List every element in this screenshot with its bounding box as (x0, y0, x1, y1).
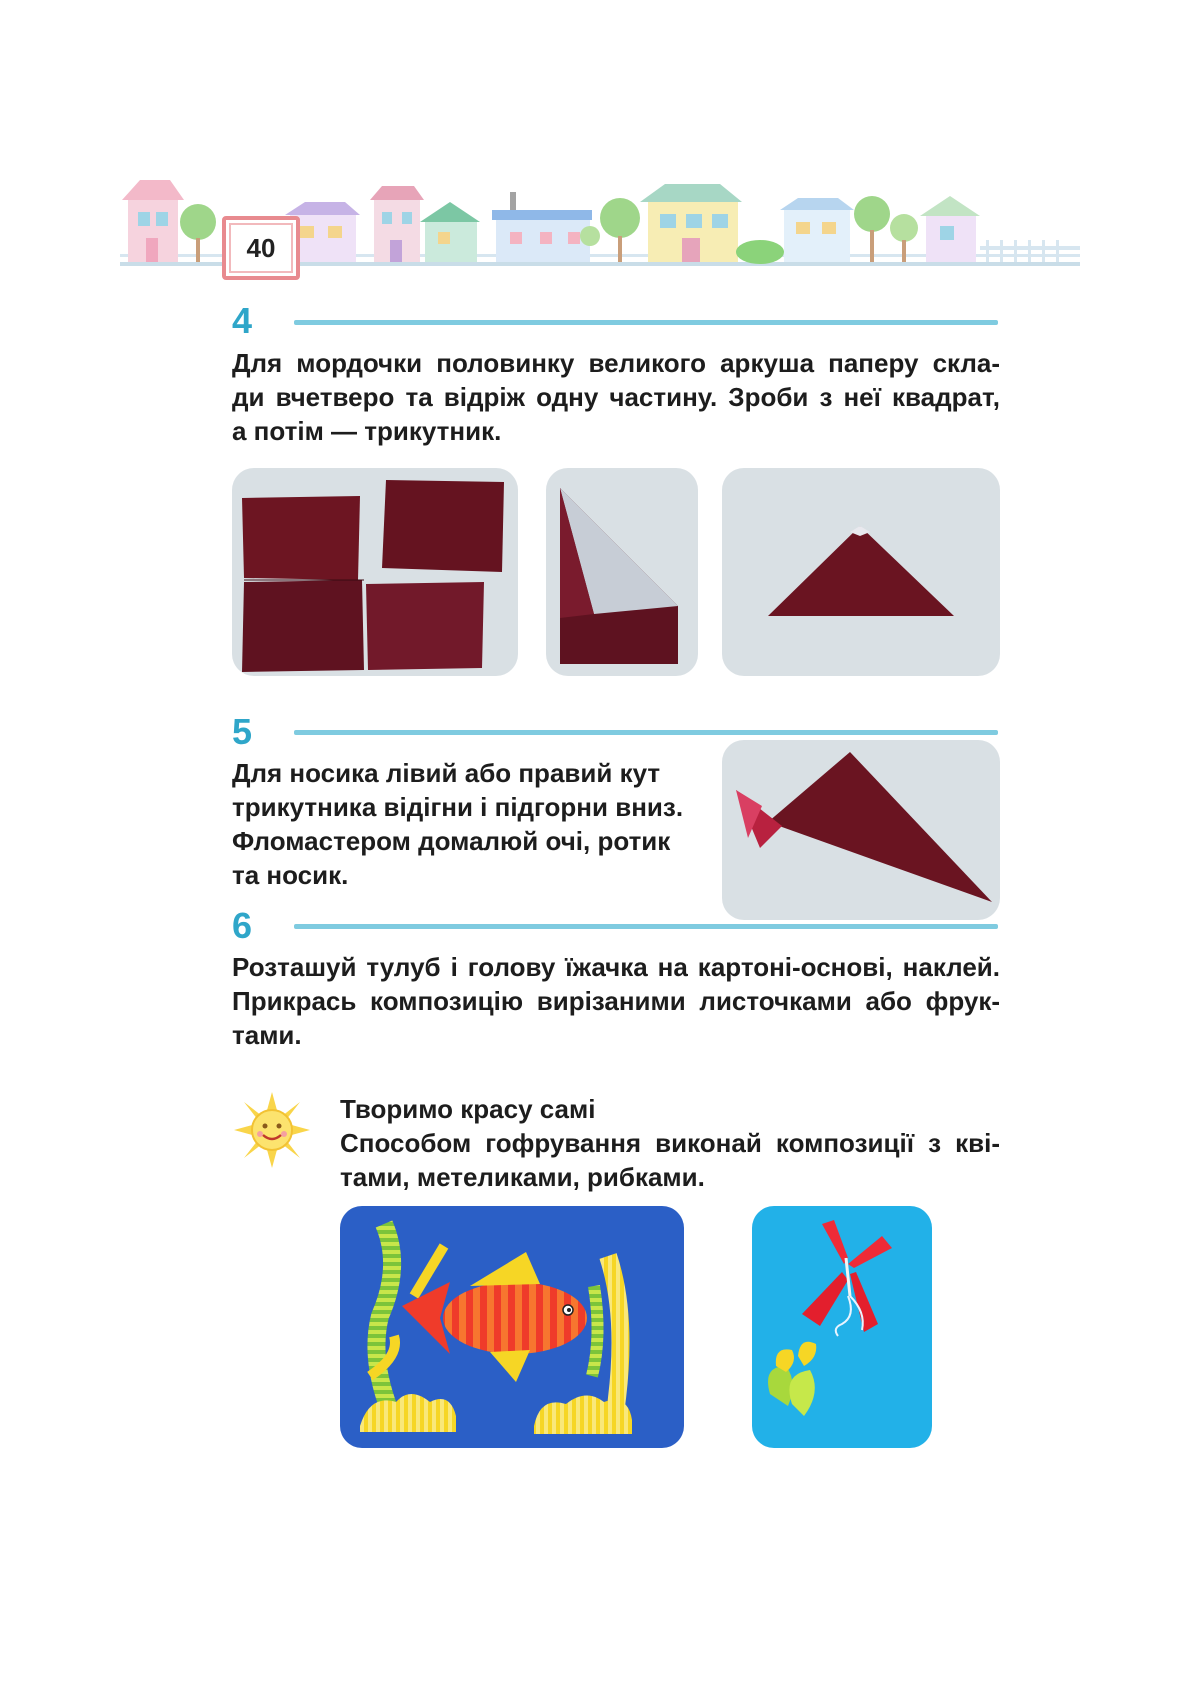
text-line: Фломастером домалюй очі, ротик (232, 826, 671, 856)
step-5-text (232, 756, 692, 892)
sun-icon (232, 1090, 312, 1170)
text-line: Розташуй тулуб і голову їжачка на картоні-основі, наклей. (232, 952, 1000, 982)
creative-text (340, 1126, 1000, 1194)
text-line: Для носика лівий або правий кут (232, 758, 661, 788)
text-line: трикутника відігни і підгорни вниз. (232, 792, 684, 822)
text-line: а потім — трикутник. (232, 416, 502, 446)
text-line: Способом гофрування виконай композиції з кві- (340, 1128, 1000, 1158)
text-line: Прикрась композицію вирізаними листочками або фрук- (232, 986, 1000, 1016)
step-4-text (232, 346, 1000, 448)
text-line: тами. (232, 1020, 302, 1050)
photo-paper-fold (546, 468, 698, 676)
step-number-4: 4 (232, 300, 253, 341)
page-number: 40 (222, 216, 300, 280)
step-divider (294, 924, 998, 929)
step-divider (294, 730, 998, 735)
photo-craft-fish (340, 1206, 684, 1448)
step-divider (294, 320, 998, 325)
text-line: ди вчетверо та відріж одну частину. Зроби з неї квадрат, (232, 382, 1000, 412)
photo-paper-squares (232, 468, 518, 676)
step-6-text (232, 950, 1000, 1052)
photo-craft-butterfly (752, 1206, 932, 1448)
text-line: та носик. (232, 860, 349, 890)
text-line: тами, метеликами, рибками. (340, 1162, 705, 1192)
text-line: Для мордочки половинку великого аркуша паперу скла- (232, 348, 1000, 378)
step-number-5: 5 (232, 711, 253, 752)
photo-paper-nose-fold (722, 740, 1000, 920)
creative-title (340, 1092, 1000, 1126)
step-number-6: 6 (232, 905, 253, 946)
photo-paper-triangle (722, 468, 1000, 676)
section-title: Творимо красу самі (340, 1094, 596, 1124)
